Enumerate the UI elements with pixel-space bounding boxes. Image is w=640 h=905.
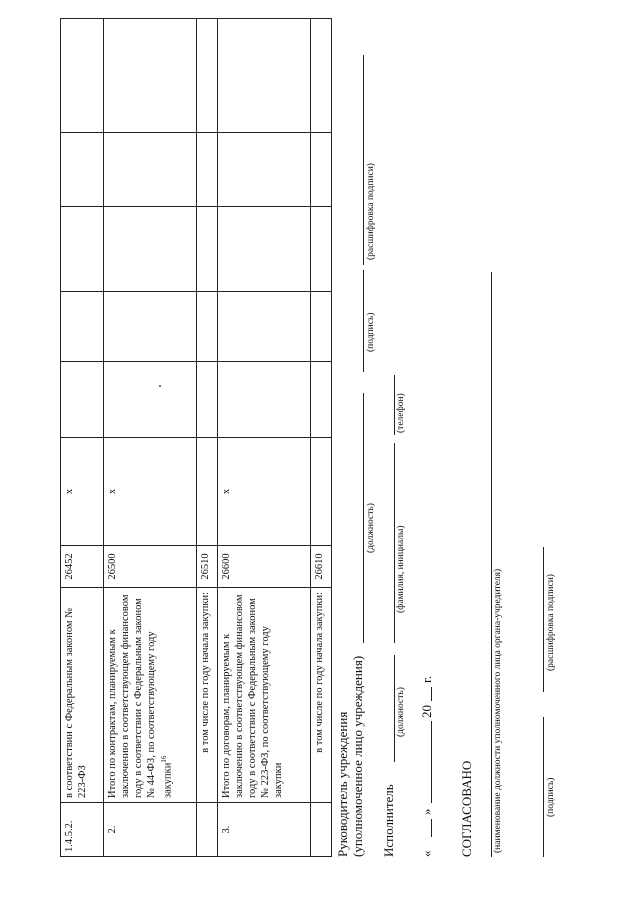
table-cell <box>197 133 218 207</box>
caption-decode: (расшифровка подписи) <box>366 163 376 260</box>
table-cell <box>104 362 197 438</box>
row-mark: x <box>61 438 104 546</box>
table-row <box>218 19 311 857</box>
table-row <box>197 19 218 857</box>
table-cell <box>311 19 332 133</box>
table-row <box>104 19 197 857</box>
date-quote-close: » <box>419 808 434 815</box>
row-mark: x <box>218 438 311 546</box>
table-cell <box>197 438 218 546</box>
row-code: 26610 <box>311 546 332 588</box>
footnote-mark: 16 <box>160 755 168 763</box>
row-code: 26452 <box>61 546 104 588</box>
executor-fio-line <box>394 443 395 643</box>
caption-position-executor: (должность) <box>396 687 406 737</box>
table-cell <box>218 207 311 292</box>
table-cell <box>218 133 311 207</box>
table-cell <box>61 292 104 362</box>
table-cell <box>104 292 197 362</box>
head-decode-line <box>363 55 364 265</box>
table-cell <box>104 133 197 207</box>
caption-position: (должность) <box>366 503 376 553</box>
executor-phone-line <box>394 375 395 435</box>
caption-signature-founder: (подпись) <box>546 777 556 817</box>
table-cell <box>61 19 104 133</box>
row-number: 2. <box>104 803 197 857</box>
row-code: 26600 <box>218 546 311 588</box>
table-cell <box>311 362 332 438</box>
row-number <box>311 803 332 857</box>
table-cell <box>197 362 218 438</box>
head-signature-line <box>363 270 364 372</box>
plan-table <box>60 18 332 857</box>
row-name: в том числе по году начала закупки: <box>197 588 218 803</box>
founder-signature-line <box>543 717 544 857</box>
table-cell <box>218 292 311 362</box>
row-code: 26500 <box>104 546 197 588</box>
date-month-line <box>431 721 432 803</box>
table-cell <box>61 133 104 207</box>
date-year-line <box>431 687 432 701</box>
date-year-suffix: г. <box>419 675 434 683</box>
table-cell <box>311 438 332 546</box>
agreed-heading: СОГЛАСОВАНО <box>459 760 474 857</box>
caption-decode-founder: (расшифровка подписи) <box>546 574 556 671</box>
row-number: 3. <box>218 803 311 857</box>
founder-decode-line <box>543 547 544 692</box>
head-label-line1: Руководитель учреждения <box>335 711 350 857</box>
caption-phone: (телефон) <box>396 393 406 433</box>
executor-label: Исполнитель <box>381 784 396 857</box>
executor-position-line <box>394 655 395 762</box>
table-cell <box>311 292 332 362</box>
row-mark: x <box>104 438 197 546</box>
founder-position-line <box>491 272 492 857</box>
caption-founder-position: (наименование должности уполномоченного лица органа-учредителя) <box>493 568 503 853</box>
row-name: в том числе по году начала закупки: <box>311 588 332 803</box>
table-cell <box>218 362 311 438</box>
table-cell <box>61 207 104 292</box>
row-name: в соответствии с Федеральным законом № 223-ФЗ <box>61 588 104 803</box>
table-cell <box>197 207 218 292</box>
date-year-prefix: 20 <box>419 705 434 718</box>
caption-signature: (подпись) <box>366 312 376 352</box>
caption-fio: (фамилия, инициалы) <box>396 525 406 613</box>
table-row <box>61 19 104 857</box>
date-day-line <box>431 819 432 837</box>
table-cell <box>197 19 218 133</box>
table-cell <box>104 207 197 292</box>
row-name: Итого по контрактам, планируемым к заключению в соответствующем финансовом году в соответствии с Федеральным законом № 44-ФЗ, по соответствующему году закупки$^{16}$ <box>104 588 197 803</box>
table-cell <box>311 133 332 207</box>
row-number: 1.4.5.2. <box>61 803 104 857</box>
table-cell <box>197 292 218 362</box>
table-cell <box>311 207 332 292</box>
scan-speck <box>159 385 161 387</box>
head-position-line <box>363 393 364 643</box>
row-name: Итого по договорам, планируемым к заключению в соответствующем финансовом году в соответствии с Федеральным законом № 223-ФЗ, по соответствующему году закупки <box>218 588 311 803</box>
head-label-line2: (уполномоченное лицо учреждения) <box>350 655 365 857</box>
table-row <box>311 19 332 857</box>
row-code: 26510 <box>197 546 218 588</box>
table-cell <box>61 362 104 438</box>
table-cell <box>104 19 197 133</box>
table-cell <box>218 19 311 133</box>
row-number <box>197 803 218 857</box>
date-quote-open: « <box>419 850 434 857</box>
